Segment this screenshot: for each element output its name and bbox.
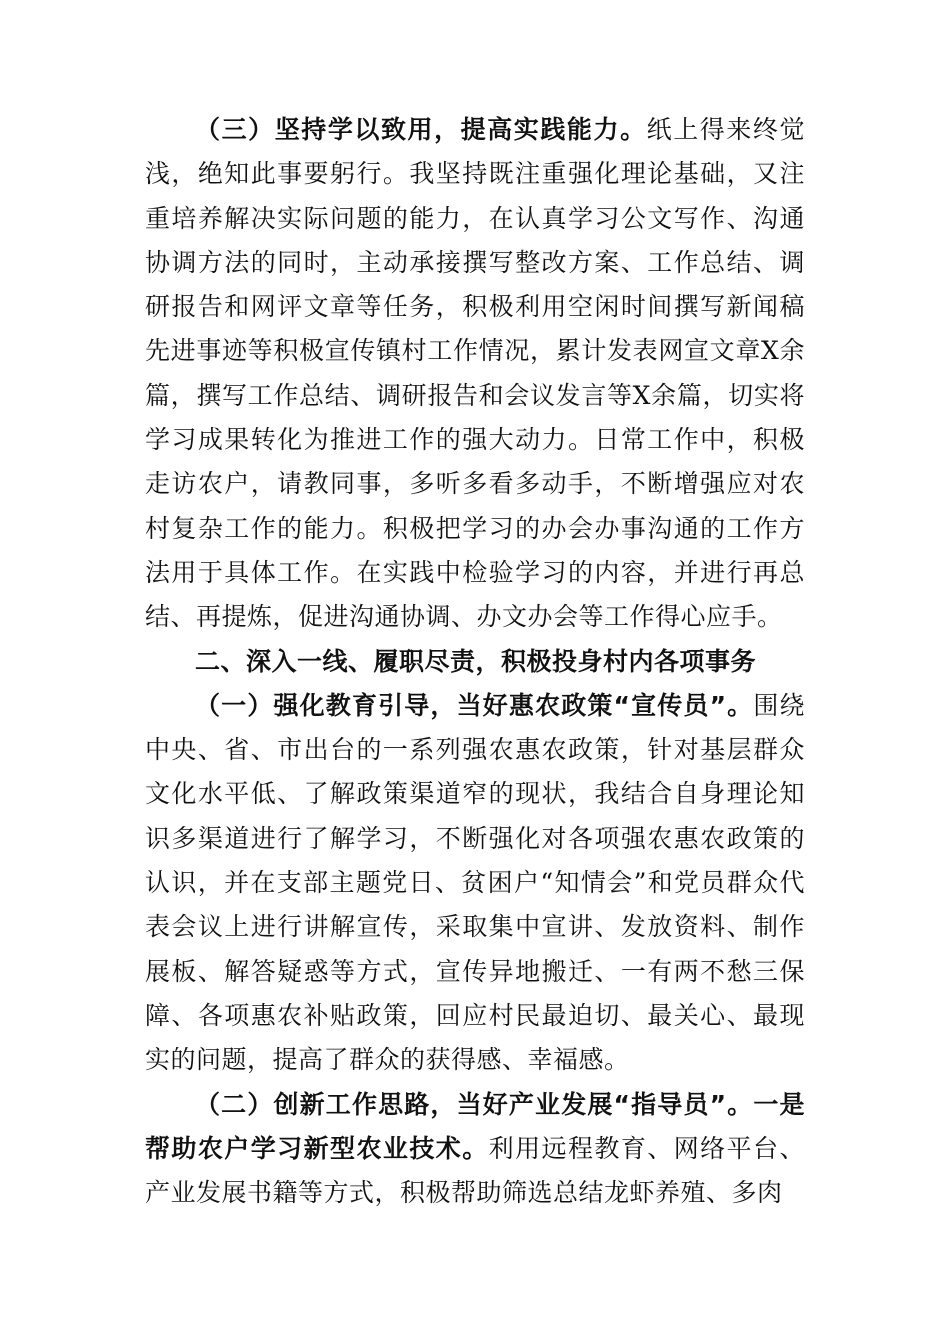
- paragraph-industry-guidance: [145, 1083, 805, 1216]
- paragraph-body: 围绕中央、省、市出台的一系列强农惠农政策，针对基层群众文化水平低、了解政策渠道窄的现状，我结合自身理论知识多渠道进行了解学习，不断强化对各项强农惠农政策的认识，并在支部主题党日、贫困户“知情会”和党员群众代表会议上进行讲解宣传，采取集中宣讲、发放资料、制作展板、解答疑惑等方式，宣传异地搬迁、一有两不愁三保障、各项惠农补贴政策，回应村民最迫切、最关心、最现实的问题，提高了群众的获得感、幸福感。: [145, 690, 805, 1075]
- paragraph-body: 纸上得来终觉浅，绝知此事要躬行。我坚持既注重强化理论基础，又注重培养解决实际问题的能力，在认真学习公文写作、沟通协调方法的同时，主动承接撰写整改方案、工作总结、调研报告和网评文章等任务，积极利用空闲时间撰写新闻稿先进事迹等积极宣传镇村工作情况，累计发表网宣文章X余篇，撰写工作总结、调研报告和会议发言等X余篇，切实将学习成果转化为推进工作的强大动力。日常工作中，积极走访农户，请教同事，多听多看多动手，不断增强应对农村复杂工作的能力。积极把学习的办会办事沟通的工作方法用于具体工作。在实践中检验学习的内容，并进行再总结、再提炼，促进沟通协调、办文办会等工作得心应手。: [145, 115, 805, 632]
- section-heading-two: 二、深入一线、履职尽责，积极投身村内各项事务: [195, 646, 757, 676]
- paragraph-practice-ability: [145, 108, 805, 640]
- document-page: [145, 108, 805, 1215]
- paragraph-lead: （一）强化教育引导，当好惠农政策“宣传员”。: [195, 690, 754, 720]
- paragraph-lead: （三）坚持学以致用，提高实践能力。: [195, 115, 647, 144]
- paragraph-lead: （二）创新工作思路，当好产业发展“指导员”。一是帮助农户学习新型农业技术。: [145, 1089, 805, 1163]
- paragraph-body: 利用远程教育、网络平台、产业发展书籍等方式，积极帮助筛选总结龙虾养殖、多肉: [145, 1133, 805, 1208]
- paragraph-policy-promotion: [145, 684, 805, 1083]
